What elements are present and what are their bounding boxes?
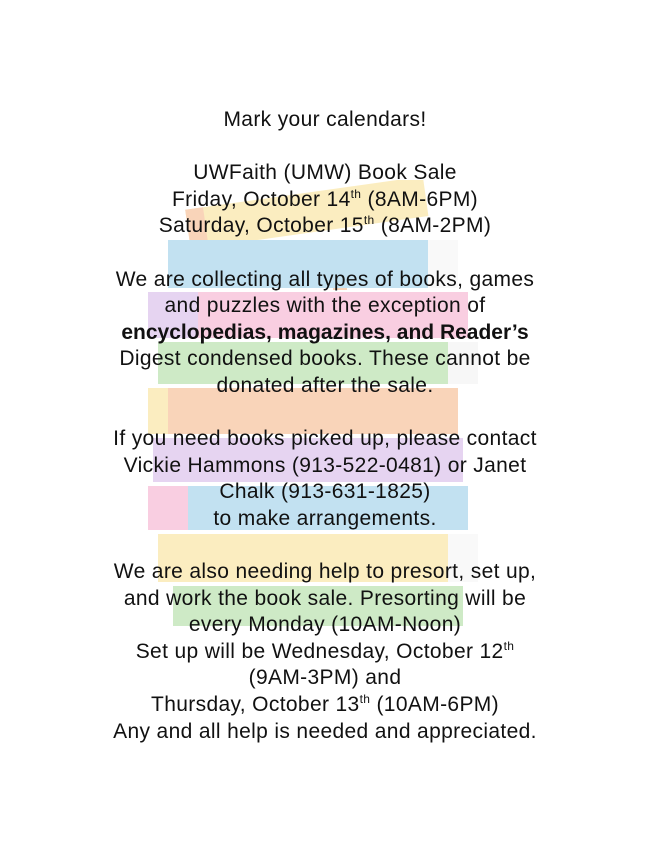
- friday-date-suffix: th: [350, 186, 362, 201]
- wednesday-setup: [0, 639, 650, 666]
- help-line-7: Any and all help is needed and appreciated.: [113, 719, 537, 743]
- help-line-1: We are also needing help to presort, set up,: [113, 560, 537, 584]
- collecting-line-5: donated after the sale.: [216, 373, 434, 397]
- saturday-date: [0, 213, 650, 240]
- thursday-time: (10AM-6PM): [370, 693, 499, 717]
- friday-date: [0, 187, 650, 214]
- friday-time: (8AM-6PM): [361, 187, 479, 211]
- spacer: [0, 134, 650, 161]
- pickup-line-3: Chalk (913-631-1825): [219, 480, 431, 504]
- thursday-setup-text: Thursday, October 13: [151, 693, 360, 717]
- saturday-date-suffix: th: [363, 213, 375, 228]
- spacer: [0, 400, 650, 427]
- pickup-line-4: to make arrangements.: [213, 506, 437, 530]
- help-line-5: (9AM-3PM) and: [248, 666, 402, 690]
- help-line-3: every Monday (10AM-Noon): [188, 613, 462, 637]
- wednesday-date-suffix: th: [503, 638, 515, 653]
- flyer-text: [0, 107, 650, 745]
- collecting-exceptions: encyclopedias, magazines, and Reader’s: [121, 320, 529, 344]
- heading: Mark your calendars!: [223, 108, 427, 131]
- saturday-date-text: Saturday, October 15: [158, 214, 364, 238]
- collecting-line-2: and puzzles with the exception of: [164, 294, 486, 318]
- wednesday-setup-text: Set up will be Wednesday, October 12: [135, 639, 504, 663]
- pickup-line-1: If you need books picked up, please contact: [113, 427, 537, 451]
- collecting-line-4: Digest condensed books. These cannot be: [119, 347, 531, 371]
- thursday-setup: [0, 692, 650, 719]
- collecting-line-1: We are collecting all types of books, games: [115, 267, 535, 291]
- thursday-date-suffix: th: [359, 692, 371, 707]
- help-line-2: and work the book sale. Presorting will be: [123, 586, 527, 610]
- saturday-time: (8AM-2PM): [374, 214, 492, 238]
- pickup-line-2: Vickie Hammons (913-522-0481) or Janet: [123, 453, 527, 477]
- friday-date-text: Friday, October 14: [171, 187, 351, 211]
- spacer: [0, 533, 650, 560]
- spacer: [0, 240, 650, 267]
- event-title: UWFaith (UMW) Book Sale: [193, 161, 457, 185]
